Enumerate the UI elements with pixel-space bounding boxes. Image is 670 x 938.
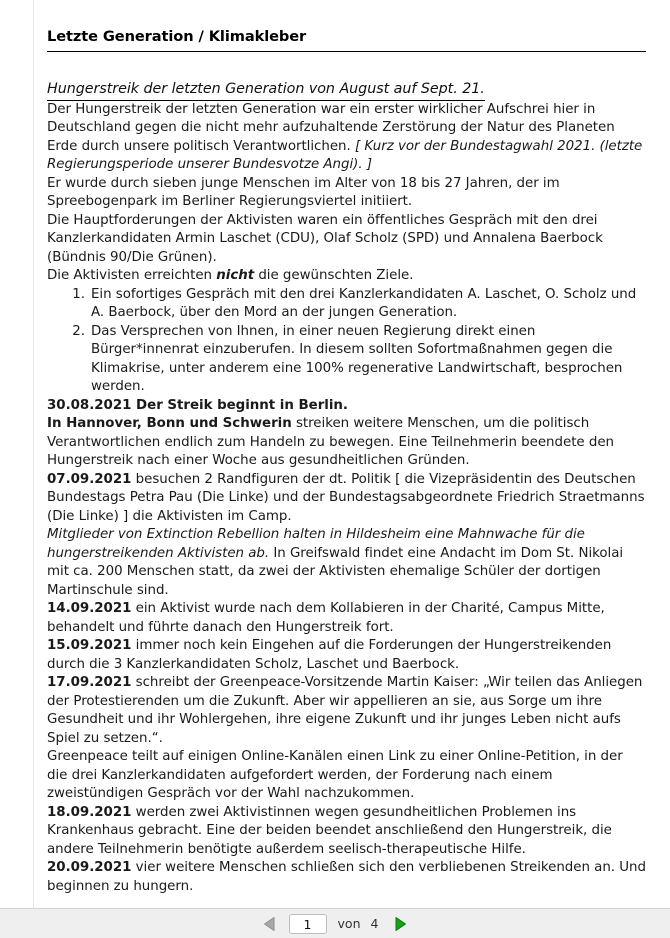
timeline-body: streiken weitere Menschen, um die politisch Verantwortlichen endlich zum Handeln zu bewegen. Eine Teilnehmerin beendete den Hungerstreik nach einer Woche aus gesundheitlichen Gründen. [47,416,614,469]
timeline-entry-petition [47,748,647,804]
timeline-entry-0709 [47,471,647,527]
timeline-body: vier weitere Menschen schließen sich den verbliebenen Streikenden an. Und beginnen zu hungern. [47,860,646,894]
pager-total-pages: 4 [370,916,379,931]
pager-of-label: von [337,916,361,931]
timeline-body: Greenpeace teilt auf einigen Online-Kanälen einen Link zu einer Online-Petition, in der die drei Kanzlerkandidaten aufgefordert werden, der Forderung nach einem zweistündigen Gespräch vor der Wahl nachzukommen. [47,749,623,802]
timeline-date: 30.08.2021 [47,397,132,413]
timeline-entry-1509 [47,637,647,674]
timeline-entry-2009 [47,859,647,896]
timeline-body: werden zwei Aktivistinnen wegen gesundheitlichen Problemen ins Krankenhaus gebracht. Eine der beiden beendet anschließend den Hungerstreik, die andere Teilnehmerin benötigte außerdem seelisch-therapeutische Hilfe. [47,804,612,857]
timeline-body: In Greifswald findet eine Andacht im Dom St. Nikolai mit ca. 200 Menschen statt, da zwei der Aktivisten ehemalige Schüler der dortigen Martinschule sind. [47,545,624,598]
triangle-left-icon[interactable] [257,913,283,935]
subtitle-row [47,54,647,101]
goals-post: die gewünschten Ziele. [254,268,414,284]
timeline-body: immer noch kein Eingehen auf die Forderungen der Hungerstreikenden durch die 3 Kanzlerkandidaten Scholz, Laschet und Baerbock. [47,638,612,672]
timeline-body: schreibt der Greenpeace-Vorsitzende Martin Kaiser: „Wir teilen das Anliegen der Protestierenden um die Zukunft. Aber wir appellieren an sie, aus Sorge um ihre Gesundheit und ihr Wohlergehen, ihre eigene Zukunft und ihr junges Leben nicht aufs Spiel zu setzen.“. [47,675,643,746]
list-item: Ein sofortiges Gespräch mit den drei Kanzlerkandidaten A. Laschet, O. Scholz und A. Baerbock, über den Mord an der jungen Generation. [91,286,637,321]
timeline-body: besuchen 2 Randfiguren der dt. Politik [ die Vizepräsidentin des Deutschen Bundestags Petra Pau (Die Linke) und der Bundestagsabgeordnete Friedrich Straetmanns (Die Linke) ] die Aktivisten im Camp. [47,471,645,524]
intro-paragraph-3: Die Hauptforderungen der Aktivisten waren ein öffentliches Gespräch mit den drei Kanzlerkandidaten Armin Laschet (CDU), Olaf Scholz (SPD) und Annalena Baerbock (Bündnis 90/Die Grünen). [47,212,603,265]
timeline-entry-cities [47,415,647,471]
timeline-body: ein Aktivist wurde nach dem Kollabieren in der Charité, Campus Mitte, behandelt und führte danach den Hungerstreik fort. [47,601,605,635]
triangle-right-icon[interactable] [387,913,413,935]
timeline-date: 07.09.2021 [47,471,132,487]
intro-paragraph-4 [47,267,647,286]
demands-list [47,286,647,397]
page-title: Letzte Generation / Klimakleber [47,28,646,52]
intro-bracket-note: [ Kurz vor der Bundestagwahl 2021. (letzte Regierungsperiode unserer Bundesvotze Angi). ] [47,138,643,173]
document-subtitle: Hungerstreik der letzten Generation von August auf Sept. 21. [47,80,485,101]
document-page [33,0,670,908]
intro-text-main: Der Hungerstreik der letzten Generation war ein erster wirklicher Aufschrei hier in Deutschland gegen die nicht mehr aufzuhaltende Zerstörung der Natur des Planeten Erde durch unsere politisch Verantwortlichen. [47,101,615,154]
timeline-entry-xr [47,526,647,600]
goals-pre: Die Aktivisten erreichten [47,268,217,284]
document-content [47,28,647,896]
timeline-italic-lead: Mitglieder von Extinction Rebellion halten in Hildesheim eine Mahnwache für die hungerstreikenden Aktivisten ab. [47,527,585,561]
intro-paragraph-1 [47,101,647,175]
list-item: Das Versprechen von Ihnen, in einer neuen Regierung direkt einen Bürger*innenrat einzuberufen. In diesem sollten Sofortmaßnahmen gegen die Klimakrise, unter anderem eine 100% regenerative Landwirtschaft, besprochen werden. [91,323,623,395]
pager-toolbar [0,908,670,938]
timeline-entry-1809 [47,804,647,860]
timeline-headline: Der Streik beginnt in Berlin. [131,397,348,413]
timeline-entry-1409 [47,600,647,637]
goals-emphasis: nicht [216,268,255,284]
timeline-entry-1709 [47,674,647,748]
timeline-entry-start [47,397,647,416]
timeline-cities: In Hannover, Bonn und Schwerin [47,416,292,432]
pager-controls [257,912,414,936]
intro-paragraph-2: Er wurde durch sieben junge Menschen im Alter von 18 bis 27 Jahren, der im Spreebogenpark im Berliner Regierungsviertel initiiert. [47,175,560,210]
page-number-input[interactable]: 1 [289,914,327,934]
timeline-date: 20.09.2021 [47,860,132,876]
timeline-date: 14.09.2021 [47,601,132,617]
timeline-date: 15.09.2021 [47,638,132,654]
timeline-date: 17.09.2021 [47,675,132,691]
timeline-date: 18.09.2021 [47,804,132,820]
